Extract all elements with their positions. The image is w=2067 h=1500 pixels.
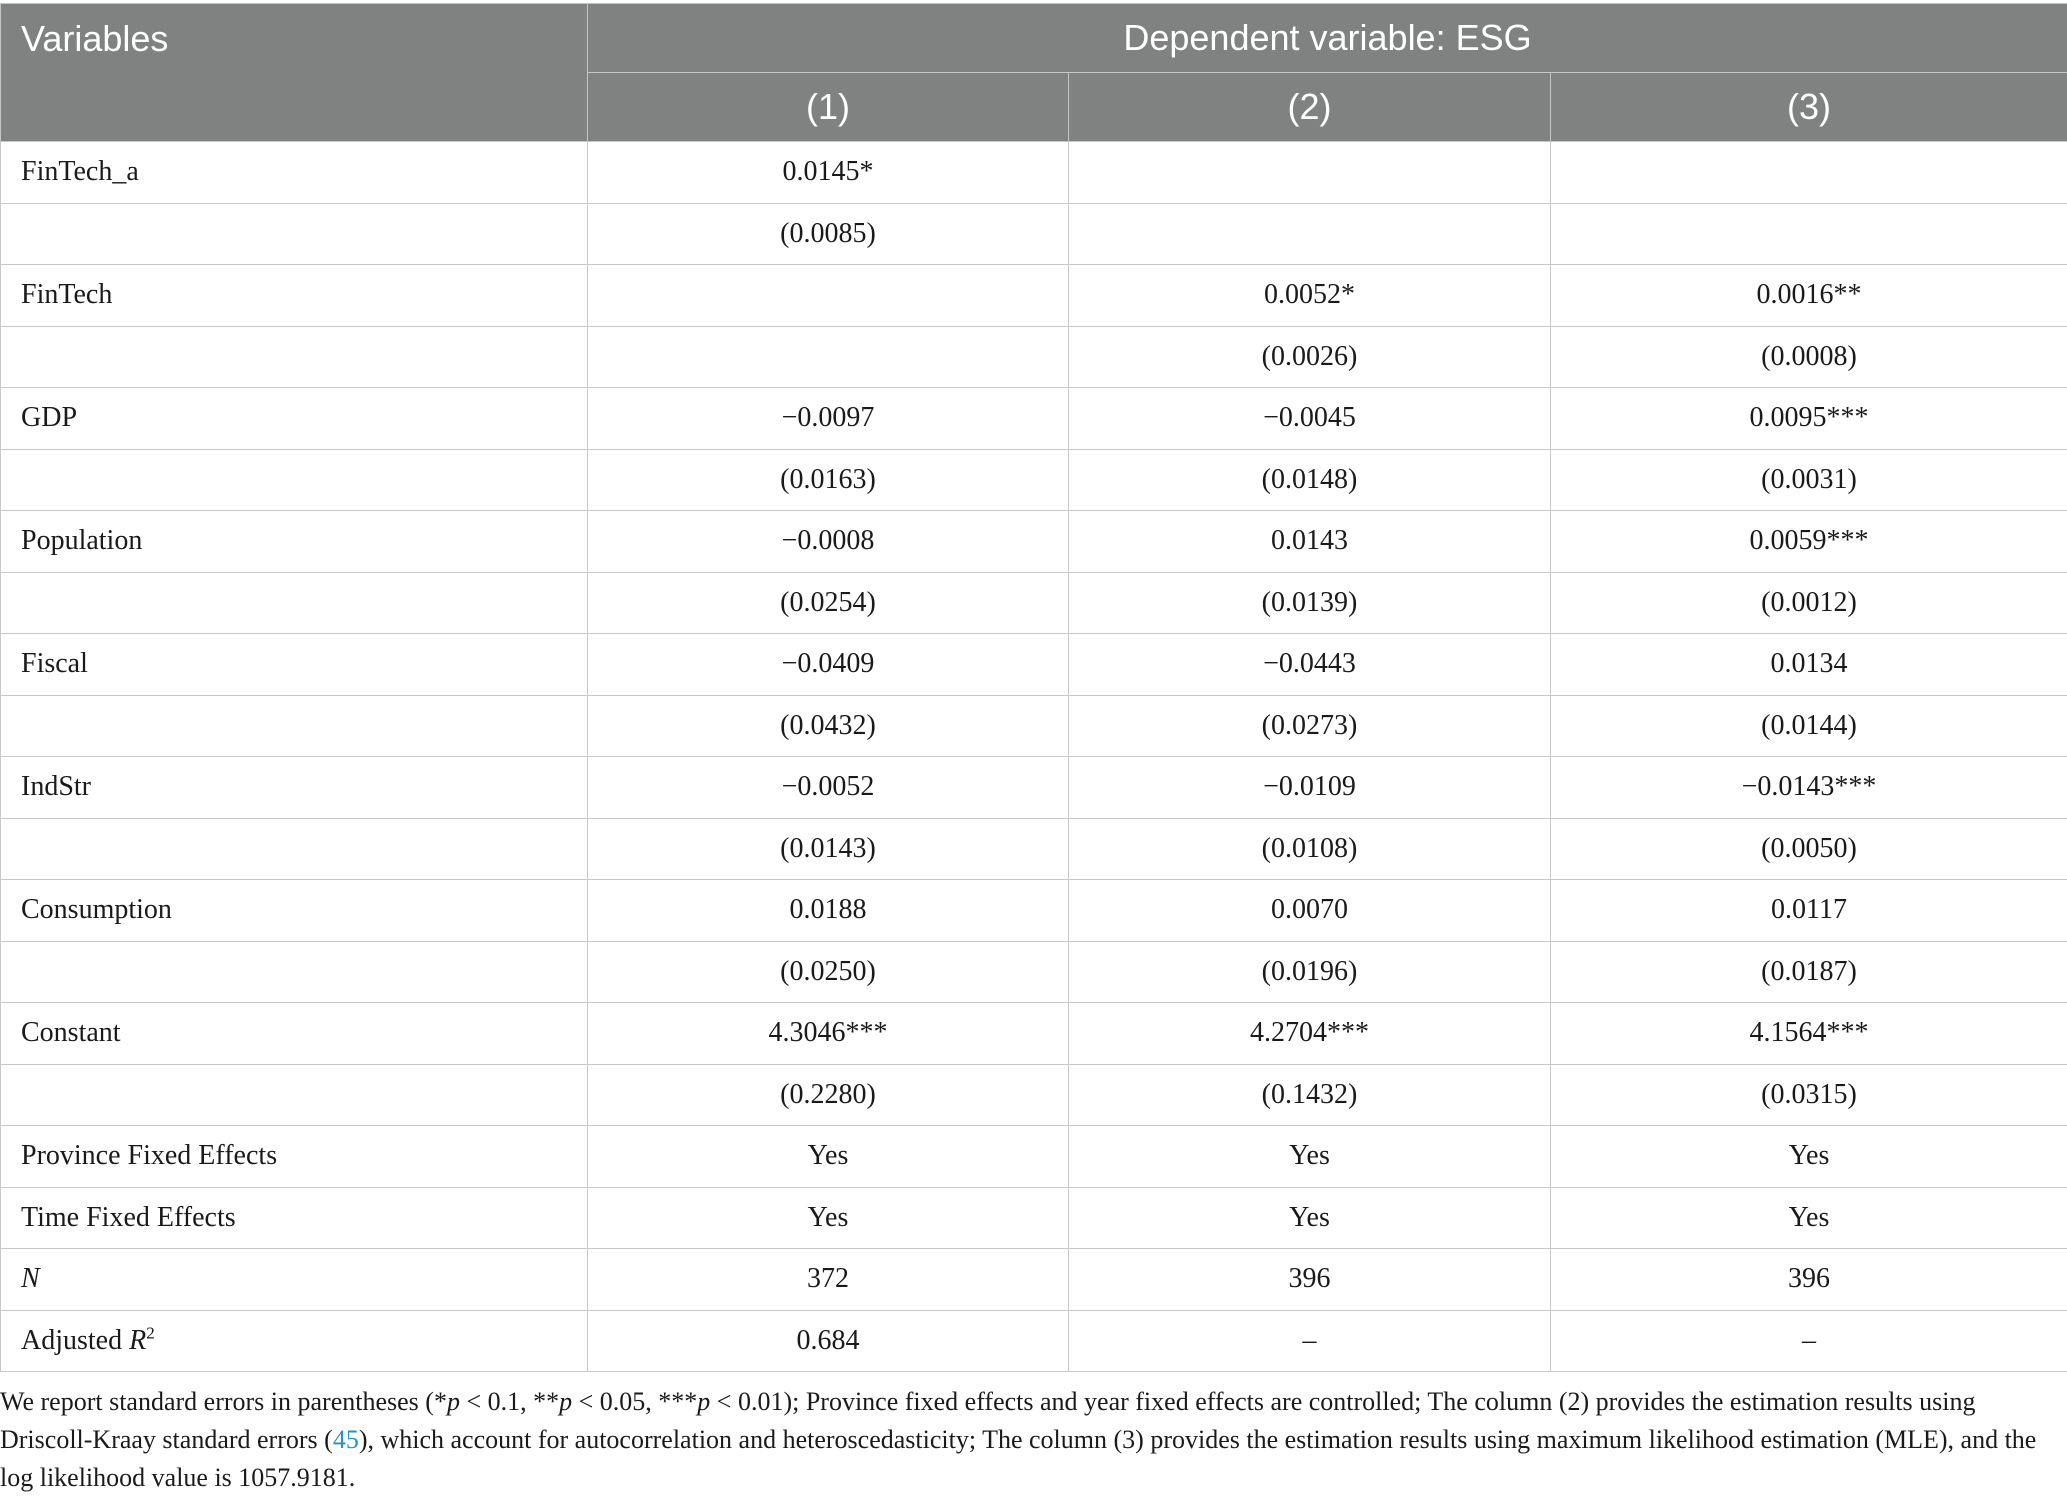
table-cell: Yes	[1551, 1187, 2067, 1249]
table-cell	[1551, 142, 2067, 204]
table-row	[1, 449, 2067, 511]
row-label-text: FinTech_a	[21, 156, 139, 188]
table-row	[1, 818, 2067, 880]
column-header-3: (3)	[1551, 73, 2067, 142]
row-label-text: IndStr	[21, 771, 91, 803]
table-row	[1, 880, 2067, 942]
table-cell: −0.0409	[588, 634, 1069, 696]
table-cell: 0.0016**	[1551, 265, 2067, 327]
table-row	[1, 1310, 2067, 1372]
row-label	[1, 326, 588, 388]
table-cell: Yes	[1069, 1126, 1551, 1188]
table-row	[1, 142, 2067, 204]
table-cell: (0.0250)	[588, 941, 1069, 1003]
row-label-text: Population	[21, 525, 143, 557]
footnote-text: < 0.01); Province fixed effects and year fixed effects are controlled; The column (2) provides the estimation results using Driscoll-Kraay standard errors (	[0, 1387, 1976, 1454]
table-cell: 396	[1551, 1249, 2067, 1311]
table-cell	[1069, 142, 1551, 204]
table-row	[1, 695, 2067, 757]
table-cell: Yes	[1069, 1187, 1551, 1249]
row-label	[1, 1126, 588, 1188]
table-body	[1, 142, 2067, 1372]
dependent-variable-header: Dependent variable: ESG	[588, 4, 2067, 73]
row-label	[1, 941, 588, 1003]
table-cell: −0.0045	[1069, 388, 1551, 450]
column-header-2: (2)	[1069, 73, 1551, 142]
table-cell: (0.0139)	[1069, 572, 1551, 634]
table-cell: (0.0196)	[1069, 941, 1551, 1003]
row-label	[1, 818, 588, 880]
footnote-p-symbol: p	[446, 1387, 460, 1416]
table-cell: (0.0187)	[1551, 941, 2067, 1003]
table-cell: (0.0432)	[588, 695, 1069, 757]
table-cell: (0.0012)	[1551, 572, 2067, 634]
table-cell: −0.0008	[588, 511, 1069, 573]
row-label-text: Fiscal	[21, 648, 88, 680]
table-cell: −0.0143***	[1551, 757, 2067, 819]
table-cell: (0.0148)	[1069, 449, 1551, 511]
table-cell: (0.1432)	[1069, 1064, 1551, 1126]
table-cell: (0.0315)	[1551, 1064, 2067, 1126]
table-cell: Yes	[1551, 1126, 2067, 1188]
row-label	[1, 1064, 588, 1126]
table-cell: 0.0059***	[1551, 511, 2067, 573]
table-cell: Yes	[588, 1126, 1069, 1188]
table-cell: –	[1551, 1310, 2067, 1372]
table-cell: −0.0052	[588, 757, 1069, 819]
row-label	[1, 1249, 588, 1311]
row-label-text: Constant	[21, 1017, 121, 1049]
table-cell: (0.0050)	[1551, 818, 2067, 880]
column-header-1: (1)	[588, 73, 1069, 142]
table-cell: 4.3046***	[588, 1003, 1069, 1065]
row-label	[1, 388, 588, 450]
row-label-text: GDP	[21, 402, 78, 434]
table-cell: (0.0085)	[588, 203, 1069, 265]
table-cell: (0.0273)	[1069, 695, 1551, 757]
table-row	[1, 941, 2067, 1003]
reference-link[interactable]: 45	[332, 1425, 359, 1454]
row-label-text: Consumption	[21, 894, 172, 926]
row-label	[1, 511, 588, 573]
row-label-text: Adjusted R	[21, 1324, 147, 1356]
table-cell: 0.0117	[1551, 880, 2067, 942]
table-cell: (0.0108)	[1069, 818, 1551, 880]
row-label	[1, 1310, 588, 1372]
table-row	[1, 388, 2067, 450]
table-cell: 0.0070	[1069, 880, 1551, 942]
table-header	[1, 4, 2067, 142]
table-row	[1, 1064, 2067, 1126]
table-cell: 0.0188	[588, 880, 1069, 942]
footnote-text: ), which account for autocorrelation and heteroscedasticity; The column (3) provides the estimation results using maximum likelihood estimation (MLE), and the log likelihood value is 1057.9181.	[0, 1425, 2037, 1492]
row-label	[1, 142, 588, 204]
regression-table	[0, 3, 2067, 1372]
table-row	[1, 757, 2067, 819]
table-cell: (0.0008)	[1551, 326, 2067, 388]
row-label	[1, 695, 588, 757]
table-cell: (0.0163)	[588, 449, 1069, 511]
row-label	[1, 449, 588, 511]
row-label	[1, 203, 588, 265]
table-cell: 4.1564***	[1551, 1003, 2067, 1065]
footnote-p-symbol: p	[559, 1387, 573, 1416]
row-label	[1, 634, 588, 696]
footnote-p-symbol: p	[697, 1387, 711, 1416]
row-label	[1, 265, 588, 327]
table-row	[1, 634, 2067, 696]
variables-header: Variables	[1, 4, 588, 142]
table-cell: Yes	[588, 1187, 1069, 1249]
table-row	[1, 1249, 2067, 1311]
table-row	[1, 326, 2067, 388]
table-cell: 4.2704***	[1069, 1003, 1551, 1065]
table-cell: (0.2280)	[588, 1064, 1069, 1126]
row-label	[1, 880, 588, 942]
table-cell: 0.0134	[1551, 634, 2067, 696]
table-row	[1, 572, 2067, 634]
table-cell	[1069, 203, 1551, 265]
table-cell	[1551, 203, 2067, 265]
row-label-text: FinTech	[21, 279, 113, 311]
footnote-text: < 0.1, **	[459, 1387, 560, 1416]
table-cell: 0.0052*	[1069, 265, 1551, 327]
table-cell: 0.0143	[1069, 511, 1551, 573]
table-cell: (0.0254)	[588, 572, 1069, 634]
row-label-text: Province Fixed Effects	[21, 1140, 278, 1172]
row-label	[1, 1187, 588, 1249]
row-label	[1, 757, 588, 819]
table-cell	[588, 326, 1069, 388]
table-cell: (0.0026)	[1069, 326, 1551, 388]
table-cell	[588, 265, 1069, 327]
table-row	[1, 1126, 2067, 1188]
table-cell: 372	[588, 1249, 1069, 1311]
table-cell: (0.0143)	[588, 818, 1069, 880]
superscript: 2	[146, 1323, 155, 1343]
table-cell: −0.0109	[1069, 757, 1551, 819]
table-row	[1, 265, 2067, 327]
table-row	[1, 511, 2067, 573]
table-cell: 0.684	[588, 1310, 1069, 1372]
footnote-text: We report standard errors in parentheses (*	[0, 1387, 447, 1416]
table-row	[1, 1003, 2067, 1065]
row-label	[1, 1003, 588, 1065]
footnote-text: < 0.05, ***	[572, 1387, 698, 1416]
table-cell: −0.0443	[1069, 634, 1551, 696]
row-label-text: Time Fixed Effects	[21, 1201, 236, 1233]
table-cell: 0.0145*	[588, 142, 1069, 204]
table-cell: −0.0097	[588, 388, 1069, 450]
table-row	[1, 203, 2067, 265]
table-row	[1, 1187, 2067, 1249]
table-cell: 396	[1069, 1249, 1551, 1311]
table-cell: (0.0031)	[1551, 449, 2067, 511]
table-cell: 0.0095***	[1551, 388, 2067, 450]
table-footnote	[0, 1383, 2050, 1497]
row-label	[1, 572, 588, 634]
table-cell: –	[1069, 1310, 1551, 1372]
table-cell: (0.0144)	[1551, 695, 2067, 757]
row-label-text: N	[21, 1263, 40, 1295]
